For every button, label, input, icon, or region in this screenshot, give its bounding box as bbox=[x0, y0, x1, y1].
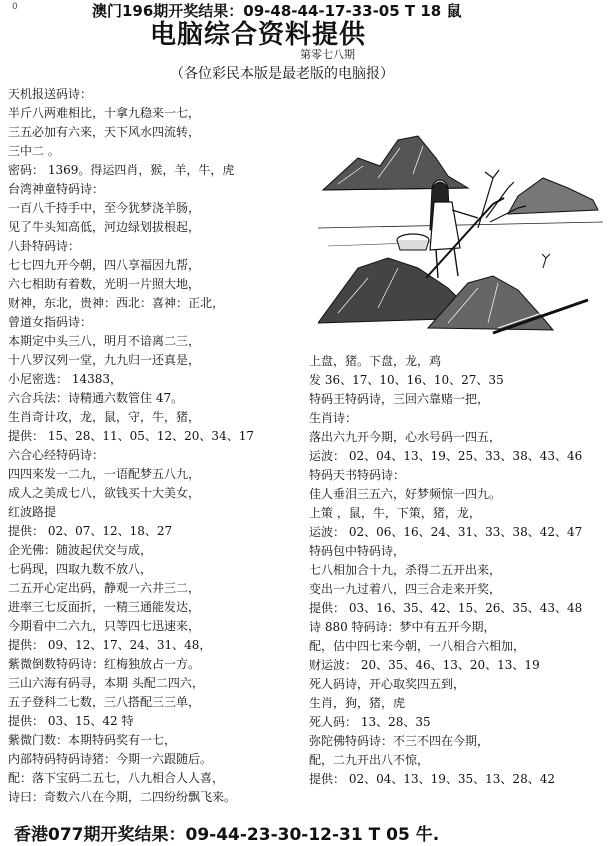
text-line: 六合兵法：诗精通六数管住 47。 bbox=[8, 391, 184, 405]
text-line: 落出六九开今期，心水号码一四五， bbox=[309, 430, 502, 444]
text-line: 特码包中特码诗， bbox=[309, 544, 406, 558]
text-line: 特码王特码诗，三回六靠赌一把， bbox=[309, 392, 490, 406]
text-line: 配：落下宝码二五七，八九相合人人喜， bbox=[8, 771, 225, 785]
text-line: 曾道女指码诗： bbox=[8, 315, 93, 329]
text-line: 六七相助有着数，光明一片照大地， bbox=[8, 277, 201, 291]
text-line: 配，估中四七来今朝，一八相合六相加， bbox=[309, 639, 526, 653]
text-line: 运波： 02、04、13、19、25、33、38、43、46 bbox=[309, 449, 583, 463]
text-line: 企光佛：随波起伏交与成， bbox=[8, 543, 153, 557]
text-line: 七八相加合十九，杀得二五开出来， bbox=[309, 563, 502, 577]
text-line: 七码现，四取九数不放八， bbox=[8, 562, 153, 576]
text-line: 提供： 02、04、13、19、35、13、28、42 bbox=[309, 772, 555, 786]
text-line: 红波路提 bbox=[8, 505, 57, 519]
text-line: 三中二 。 bbox=[8, 144, 60, 158]
text-line: 生肖，狗，猪，虎 bbox=[309, 696, 406, 710]
text-line: 提供： 15、28、11、05、12、20、34、17 bbox=[8, 429, 254, 443]
issue-number: 第零七八期 bbox=[300, 48, 355, 61]
text-line: 进率三七反面折，一精三通能发达， bbox=[8, 600, 201, 614]
text-line: 配，二九开出八不惊， bbox=[309, 753, 430, 767]
text-line: 紫微门数：本期特码奖有一七， bbox=[8, 733, 177, 747]
text-line: 生肖诗： bbox=[309, 411, 358, 425]
macau-result-headline: 澳门196期开奖结果：09-48-44-17-33-05 T 18 鼠 bbox=[92, 2, 462, 20]
text-line: 提供： 03、15、42 特 bbox=[8, 714, 134, 728]
page-title: 电脑综合资料提供 bbox=[150, 20, 367, 50]
text-line: 弥陀佛特码诗：不三不四在今期， bbox=[309, 734, 490, 748]
text-line: 诗曰：奇数六八在今期，二四纷纷飘飞来。 bbox=[8, 790, 237, 804]
text-line: 六合心经特码诗： bbox=[8, 448, 105, 462]
text-line: 死人码： 13、28、35 bbox=[309, 715, 431, 729]
text-line: 佳人垂泪三五六，好梦频惊一四九。 bbox=[309, 487, 502, 501]
text-line: 三山六海有码寻，本期 头配二四六， bbox=[8, 676, 204, 690]
text-line: 变出一九过着八，四三合走来开奖， bbox=[309, 582, 502, 596]
text-line: 一百八千持手中，至今犹梦浇羊肠， bbox=[8, 201, 201, 215]
text-line: 特码天书特码诗： bbox=[309, 468, 406, 482]
text-line: 今期看中二六九，只等四七迅速来， bbox=[8, 619, 201, 633]
left-column bbox=[8, 85, 308, 807]
text-line: 七七四九开今朝，四八享福因九帮， bbox=[8, 258, 201, 272]
text-line: 二五开心定出码，静观一六井三二， bbox=[8, 581, 201, 595]
text-line: 内部特码特码诗猪：今期一六跟随后。 bbox=[8, 752, 213, 766]
text-line: 生肖奇计攻，龙，鼠，守，牛，猪， bbox=[8, 410, 201, 424]
right-column bbox=[309, 352, 609, 789]
text-line: 天机报送码诗： bbox=[8, 87, 93, 101]
text-line: 上策 ，鼠，牛，下策，猪，龙， bbox=[309, 506, 481, 520]
text-line: 小尼密选： 14383， bbox=[8, 372, 122, 386]
text-line: 八卦特码诗： bbox=[8, 239, 81, 253]
text-line: 诗 880 特码诗：梦中有五开今期， bbox=[309, 620, 496, 634]
text-line: 运波： 02、06、16、24、31、33、38、42、47 bbox=[309, 525, 583, 539]
text-line: 见了牛头知高低，河边绿划拔根起， bbox=[8, 220, 201, 234]
text-line: 死人码诗，开心取奖四五到， bbox=[309, 677, 466, 691]
text-line: 财神，东北，贵神：西北：喜神：正北， bbox=[8, 296, 225, 310]
text-line: 提供： 03、16、35、42、15、26、35、43、48 bbox=[309, 601, 583, 615]
text-line: 台湾神童特码诗： bbox=[8, 182, 105, 196]
farmer-landscape-drawing bbox=[318, 118, 603, 350]
hk-result-footer: 香港077期开奖结果：09-44-23-30-12-31 T 05 牛. bbox=[14, 825, 440, 845]
text-line: 三五必加有六来，天下风水四流转， bbox=[8, 125, 201, 139]
text-line: 提供： 02、07、12、18、27 bbox=[8, 524, 173, 538]
text-line: 十八罗汉列一堂，九九归一还真是， bbox=[8, 353, 201, 367]
text-line: 财运波： 20、35、46、13、20、13、19 bbox=[309, 658, 540, 672]
text-line: 密码： 1369。得运四肖，猴，羊，牛，虎 bbox=[8, 163, 235, 177]
text-line: 本期定中头三八，明月不谙离二三， bbox=[8, 334, 201, 348]
text-line: 四四来发一二九，一语配梦五八九， bbox=[8, 467, 201, 481]
text-line: 发 36、17、10、16、10、27、35 bbox=[309, 373, 504, 387]
text-line: 成人之美成七八，欲钱买十大美女， bbox=[8, 486, 201, 500]
text-line: 上盘，猪。下盘，龙，鸡 bbox=[309, 354, 442, 368]
text-line: 五子登科二七数，三八搭配三三单， bbox=[8, 695, 201, 709]
slogan: （各位彩民本版是最老版的电脑报） bbox=[170, 66, 394, 82]
corner-mark: 0 bbox=[12, 2, 18, 12]
text-line: 半斤八两难相比，十拿九稳来一七， bbox=[8, 106, 201, 120]
text-line: 紫微倒数特码诗：红梅独放占一方。 bbox=[8, 657, 201, 671]
text-line: 提供： 09、12、17、24、31、48， bbox=[8, 638, 212, 652]
